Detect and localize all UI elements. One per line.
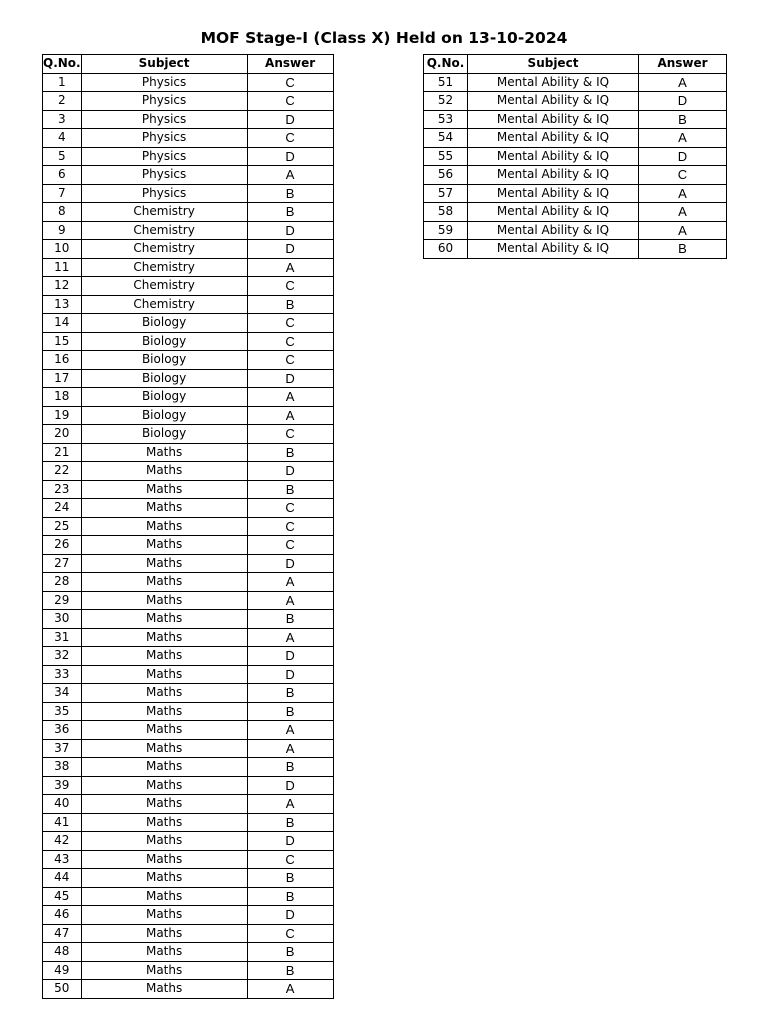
table-row [43,425,334,444]
subject-cell: Maths [81,443,247,462]
table-row [43,92,334,111]
table-row [43,480,334,499]
table-row [43,924,334,943]
subject-cell: Mental Ability & IQ [468,147,639,166]
question-number-cell: 54 [424,129,468,148]
table-row [424,129,727,148]
subject-cell: Maths [81,906,247,925]
table-row [424,92,727,111]
answer-cell: A [247,628,333,647]
subject-cell: Maths [81,795,247,814]
question-number-cell: 9 [43,221,82,240]
subject-cell: Maths [81,610,247,629]
table-row [43,591,334,610]
question-number-cell: 14 [43,314,82,333]
table-body-right [424,73,727,258]
question-number-cell: 27 [43,554,82,573]
answer-cell: B [247,758,333,777]
answer-cell: C [247,277,333,296]
table-row [43,184,334,203]
table-row [43,462,334,481]
answer-cell: D [247,110,333,129]
table-header-row [424,55,727,74]
subject-cell: Physics [81,129,247,148]
answer-cell: B [247,961,333,980]
answer-cell: C [639,166,727,185]
qno-header: Q.No. [424,55,468,74]
answer-cell: A [639,203,727,222]
question-number-cell: 45 [43,887,82,906]
answer-cell: B [247,887,333,906]
question-number-cell: 20 [43,425,82,444]
question-number-cell: 15 [43,332,82,351]
answer-cell: D [247,647,333,666]
table-row [43,332,334,351]
answer-cell: C [247,536,333,555]
question-number-cell: 52 [424,92,468,111]
answer-cell: B [639,110,727,129]
answer-cell: D [247,906,333,925]
subject-cell: Mental Ability & IQ [468,240,639,259]
question-number-cell: 47 [43,924,82,943]
table-row [424,240,727,259]
question-number-cell: 29 [43,591,82,610]
table-row [43,499,334,518]
question-number-cell: 22 [43,462,82,481]
subject-cell: Chemistry [81,295,247,314]
table-row [43,961,334,980]
subject-cell: Mental Ability & IQ [468,92,639,111]
subject-cell: Maths [81,721,247,740]
answer-cell: D [247,369,333,388]
subject-cell: Maths [81,758,247,777]
subject-cell: Maths [81,628,247,647]
answer-cell: B [247,480,333,499]
answer-cell: A [247,573,333,592]
table-row [424,203,727,222]
answer-cell: B [247,702,333,721]
table-row [43,536,334,555]
subject-cell: Maths [81,869,247,888]
subject-cell: Maths [81,462,247,481]
question-number-cell: 8 [43,203,82,222]
subject-cell: Maths [81,665,247,684]
answer-cell: B [247,184,333,203]
subject-cell: Maths [81,850,247,869]
subject-cell: Chemistry [81,203,247,222]
subject-cell: Maths [81,499,247,518]
question-number-cell: 50 [43,980,82,999]
answer-cell: B [247,203,333,222]
question-number-cell: 24 [43,499,82,518]
subject-cell: Physics [81,166,247,185]
question-number-cell: 12 [43,277,82,296]
table-row [424,221,727,240]
answer-cell: D [247,221,333,240]
question-number-cell: 17 [43,369,82,388]
question-number-cell: 30 [43,610,82,629]
table-row [43,573,334,592]
subject-cell: Maths [81,961,247,980]
subject-cell: Maths [81,739,247,758]
question-number-cell: 16 [43,351,82,370]
subject-cell: Maths [81,924,247,943]
table-row [43,869,334,888]
subject-cell: Physics [81,147,247,166]
question-number-cell: 55 [424,147,468,166]
answer-cell: A [639,221,727,240]
answer-cell: D [247,665,333,684]
subject-cell: Maths [81,591,247,610]
table-row [43,850,334,869]
subject-cell: Maths [81,943,247,962]
question-number-cell: 10 [43,240,82,259]
question-number-cell: 11 [43,258,82,277]
table-row [43,813,334,832]
answer-cell: C [247,850,333,869]
question-number-cell: 13 [43,295,82,314]
question-number-cell: 35 [43,702,82,721]
answer-cell: A [639,184,727,203]
answer-cell: A [639,129,727,148]
answer-cell: C [247,73,333,92]
subject-cell: Mental Ability & IQ [468,184,639,203]
question-number-cell: 32 [43,647,82,666]
answer-cell: D [639,147,727,166]
subject-cell: Maths [81,684,247,703]
subject-cell: Maths [81,813,247,832]
question-number-cell: 4 [43,129,82,148]
table-row [43,665,334,684]
table-row [43,388,334,407]
subject-cell: Mental Ability & IQ [468,203,639,222]
table-header-row [43,55,334,74]
table-row [43,351,334,370]
answer-cell: C [247,129,333,148]
question-number-cell: 19 [43,406,82,425]
question-number-cell: 21 [43,443,82,462]
answer-cell: B [247,813,333,832]
table-row [43,832,334,851]
question-number-cell: 46 [43,906,82,925]
subject-cell: Physics [81,184,247,203]
table-row [43,628,334,647]
question-number-cell: 48 [43,943,82,962]
answer-cell: A [247,980,333,999]
subject-cell: Biology [81,406,247,425]
subject-cell: Physics [81,73,247,92]
answer-cell: B [247,443,333,462]
table-row [424,73,727,92]
answer-cell: B [639,240,727,259]
table-row [43,610,334,629]
answer-cell: D [247,832,333,851]
question-number-cell: 51 [424,73,468,92]
answer-cell: A [247,406,333,425]
question-number-cell: 25 [43,517,82,536]
subject-cell: Biology [81,332,247,351]
answer-cell: B [247,684,333,703]
table-row [43,406,334,425]
answer-cell: A [247,795,333,814]
question-number-cell: 42 [43,832,82,851]
answer-cell: D [247,462,333,481]
table-row [424,110,727,129]
answer-cell: A [247,388,333,407]
question-number-cell: 7 [43,184,82,203]
table-body-left [43,73,334,998]
subject-cell: Chemistry [81,277,247,296]
question-number-cell: 58 [424,203,468,222]
answer-cell: A [639,73,727,92]
table-row [43,702,334,721]
question-number-cell: 60 [424,240,468,259]
subject-cell: Maths [81,517,247,536]
table-row [43,240,334,259]
question-number-cell: 18 [43,388,82,407]
subject-cell: Biology [81,314,247,333]
qno-header: Q.No. [43,55,82,74]
table-row [424,147,727,166]
question-number-cell: 34 [43,684,82,703]
question-number-cell: 43 [43,850,82,869]
answer-cell: C [247,499,333,518]
table-row [43,776,334,795]
table-row [43,369,334,388]
table-row [43,887,334,906]
question-number-cell: 36 [43,721,82,740]
table-row [43,721,334,740]
answer-cell: D [247,240,333,259]
table-row [424,184,727,203]
answer-cell: C [247,517,333,536]
question-number-cell: 41 [43,813,82,832]
question-number-cell: 59 [424,221,468,240]
subject-cell: Physics [81,92,247,111]
subject-header: Subject [81,55,247,74]
question-number-cell: 31 [43,628,82,647]
subject-header: Subject [468,55,639,74]
answer-cell: C [247,351,333,370]
answer-cell: D [247,776,333,795]
subject-cell: Biology [81,425,247,444]
subject-cell: Maths [81,554,247,573]
answer-header: Answer [247,55,333,74]
subject-cell: Chemistry [81,221,247,240]
subject-cell: Biology [81,351,247,370]
table-row [43,758,334,777]
answer-cell: A [247,166,333,185]
answer-cell: A [247,739,333,758]
question-number-cell: 2 [43,92,82,111]
question-number-cell: 3 [43,110,82,129]
question-number-cell: 5 [43,147,82,166]
table-row [43,647,334,666]
table-row [43,739,334,758]
table-row [43,554,334,573]
table-row [43,110,334,129]
question-number-cell: 56 [424,166,468,185]
subject-cell: Biology [81,369,247,388]
answer-key-table-left [42,54,334,999]
table-row [424,166,727,185]
answer-cell: A [247,258,333,277]
answer-cell: D [247,147,333,166]
subject-cell: Mental Ability & IQ [468,73,639,92]
answer-cell: A [247,591,333,610]
subject-cell: Mental Ability & IQ [468,129,639,148]
question-number-cell: 38 [43,758,82,777]
subject-cell: Maths [81,832,247,851]
page-title: MOF Stage-I (Class X) Held on 13-10-2024 [200,29,568,47]
subject-cell: Maths [81,573,247,592]
answer-cell: B [247,295,333,314]
table-row [43,943,334,962]
subject-cell: Maths [81,480,247,499]
subject-cell: Physics [81,110,247,129]
answer-cell: C [247,92,333,111]
question-number-cell: 53 [424,110,468,129]
answer-cell: C [247,924,333,943]
answer-key-table-right [423,54,727,259]
table-row [43,295,334,314]
subject-cell: Maths [81,980,247,999]
question-number-cell: 1 [43,73,82,92]
answer-cell: C [247,425,333,444]
answer-cell: B [247,869,333,888]
subject-cell: Mental Ability & IQ [468,221,639,240]
answer-header: Answer [639,55,727,74]
question-number-cell: 57 [424,184,468,203]
question-number-cell: 44 [43,869,82,888]
subject-cell: Mental Ability & IQ [468,110,639,129]
question-number-cell: 39 [43,776,82,795]
question-number-cell: 33 [43,665,82,684]
answer-cell: A [247,721,333,740]
answer-cell: C [247,332,333,351]
subject-cell: Maths [81,702,247,721]
subject-cell: Chemistry [81,258,247,277]
subject-cell: Biology [81,388,247,407]
question-number-cell: 28 [43,573,82,592]
question-number-cell: 6 [43,166,82,185]
answer-cell: B [247,943,333,962]
table-row [43,258,334,277]
table-row [43,517,334,536]
question-number-cell: 37 [43,739,82,758]
table-row [43,277,334,296]
table-row [43,147,334,166]
table-row [43,314,334,333]
table-row [43,795,334,814]
table-row [43,129,334,148]
table-row [43,980,334,999]
answer-cell: D [247,554,333,573]
subject-cell: Maths [81,887,247,906]
subject-cell: Maths [81,776,247,795]
answer-cell: D [639,92,727,111]
table-row [43,221,334,240]
subject-cell: Maths [81,647,247,666]
question-number-cell: 23 [43,480,82,499]
answer-cell: B [247,610,333,629]
question-number-cell: 26 [43,536,82,555]
answer-cell: C [247,314,333,333]
table-row [43,203,334,222]
table-row [43,684,334,703]
table-row [43,73,334,92]
subject-cell: Mental Ability & IQ [468,166,639,185]
table-row [43,166,334,185]
table-row [43,906,334,925]
subject-cell: Chemistry [81,240,247,259]
subject-cell: Maths [81,536,247,555]
table-row [43,443,334,462]
question-number-cell: 49 [43,961,82,980]
question-number-cell: 40 [43,795,82,814]
